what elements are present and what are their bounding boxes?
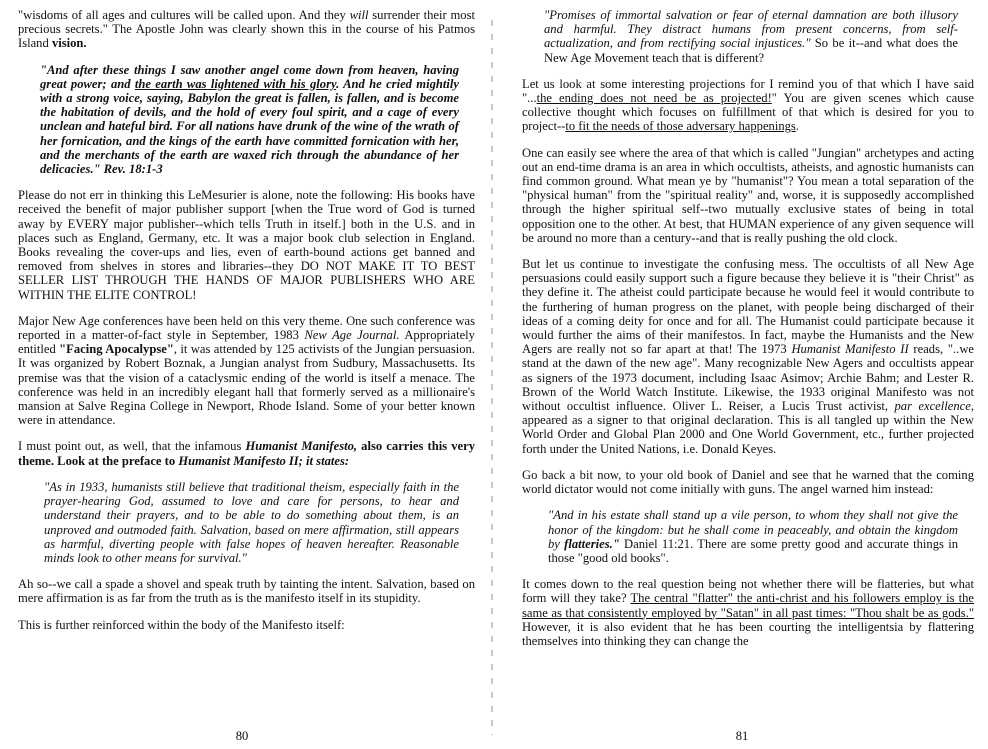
underlined-text: The central "flatter" the anti-christ and his followers employ is the same as that consistently employed by "Satan" in all past times: "Thou shalt be as gods."	[522, 591, 975, 620]
text-run: Humanist Manifesto II	[791, 342, 909, 357]
text-run: , it was attended by 125 activists of the Jungian persuasion. It was organized by Robert Boznak, a Jungian analyst from Sudbury, Massachusetts. Its premise was that the vision of a cataclysmic ending of the world is itself a menace. The conference was held in an incredibly elegant hall that formerly served as a millionaire's mansion at Salve Regina College in Newport, Rhode Island. Some of your better known were in attendance.	[18, 342, 475, 428]
paragraph	[522, 577, 974, 648]
text-run: " You are given scenes which cause collective thought which focuses on fulfillment of that which is desired for you to project--	[522, 91, 974, 134]
paragraph	[522, 257, 974, 456]
text-run: vision.	[51, 36, 87, 51]
left-text-column	[18, 8, 475, 644]
text-run: "Promises of immortal salvation or fear of eternal damnation are both illusory and harmful. They distract humans from present concerns, from self-actualization, and from rectifying social injustices."	[544, 8, 958, 51]
text-run: will	[349, 8, 369, 22]
paragraph: This is further reinforced within the body of the Manifesto itself:	[18, 617, 345, 632]
text-run: Daniel 11:21. There are some pretty good and accurate things in those "good old books".	[548, 536, 958, 565]
text-run: "And in his estate shall stand up a vile person, to whom they shall not give the honor of the kingdom: but he shall come in peaceably, and obtain the kingdom by	[548, 508, 958, 551]
page-number: 81	[735, 729, 749, 743]
manifesto-quote: "As in 1933, humanists still believe that traditional theism, especially faith in the prayer-hearing God, assumed to love and care for persons, to hear and understand their prayers, and to be able to do something about them, is an unproved and outmoded faith. Salvation, based on mere affirmation, still appears as harmful, diverting people with false hopes of heaven hereafter. Reasonable minds look to other means for survival."	[44, 479, 459, 565]
text-run: par excellence	[894, 399, 971, 414]
text-run: "wisdoms of all ages and cultures will be called upon. And they	[18, 8, 350, 22]
scripture-quote	[40, 63, 459, 177]
text-run: flatteries."	[564, 536, 620, 551]
text-run: So be it--and what does the New Age Movement teach that is different?	[544, 36, 958, 65]
paragraph: One can easily see where the area of that which is called "Jungian" archetypes and acting out an end-time drama is an area in which occultists, atheists, and agnostic humanists can find common ground. What mean ye by "humanist"? You mean a total separation of the "physical human" from the "spiritual reality" and, worse, it is supposedly accomplished through the higher spiritual self--two mutually exclusive states of being in total opposition one to the other. At best, that HUMAN experience of any given sequence will be around no more than a century--and that is really pushing the old clock.	[522, 145, 974, 245]
text-run: Humanist Manifesto,	[245, 439, 358, 454]
paragraph	[18, 314, 475, 428]
page-number: 80	[235, 729, 249, 743]
paragraph	[18, 8, 475, 51]
paragraph: Please do not err in thinking this LeMesurier is alone, note the following: His books have received the benefit of major publisher support [when the True word of God is turned away by EVERY major publisher--which tells Truth in itself.] both in the U.S. and in places such as England, Germany, etc. It was a major book club selection in England. Books revealing the cover-ups and lies, even of earth-bound actions get banned and removed from shelves in stores and libraries--they DO NOT MAKE IT TO BEST SELLER LIST THROUGH THE HANDS OF MAJOR PUBLISHERS WHO ARE WITHIN THE ELITE CONTROL!	[18, 188, 475, 302]
text-run: also carries this very theme. Look at the preface to	[18, 439, 475, 468]
manifesto-quote	[544, 8, 958, 65]
text-run: "Facing Apocalypse"	[59, 342, 174, 357]
paragraph	[522, 77, 974, 134]
right-page	[494, 0, 988, 749]
right-text-column	[522, 8, 974, 660]
text-run: surrender their most precious secrets." The Apostle John was clearly shown this in the course of his Patmos Island	[18, 8, 475, 51]
text-run: It comes down to the real question being not whether there will be flatteries, but what form will they take?	[522, 577, 974, 606]
text-run: Humanist Manifesto II; it states:	[178, 453, 350, 468]
text-run: Appropriately entitled	[18, 328, 475, 357]
underlined-text: the earth was lightened with his glory	[134, 76, 337, 91]
paragraph	[18, 439, 475, 467]
text-run: New Age Journal.	[304, 328, 400, 343]
paragraph: Go back a bit now, to your old book of Daniel and see that he warned that the coming world dictator would not come initially with guns. The angel warned him instead:	[522, 467, 974, 497]
paragraph: Ah so--we call a spade a shovel and speak truth by tainting the intent. Salvation, based on mere affirmation is as far from the truth as is the manifesto itself in its stupidity.	[18, 577, 475, 606]
text-run: , appeared as a signer to that original declaration. This is all tangled up within the New World Order and Global Plan 2000 and One World Government, etc., further projected forth under the United Nations, i.e. Donald Keyes.	[522, 399, 974, 456]
text-run: "And after these things I saw another angel come down from heaven, having great power; and	[40, 62, 459, 91]
text-run: But let us continue to investigate the confusing mess. The occultists of all New Age persuasions could easily support such a figure because they believe it is "their Christ" as they define it. The atheist could participate because he would feel it would contribute to the furthering of human progress on the planet, with people being discharged of their ideas of a coming deity for once and for all. The Humanist could participate because it would further the aims of their manifestos. In fact, maybe the Humanists and the New Agers are really not so far apart at that! The 1973	[522, 257, 974, 357]
scripture-quote	[548, 508, 958, 565]
text-run: . And he cried mightily with a strong voice, saying, Babylon the great is fallen, is fallen, and is become the habitation of devils, and the hold of every foul spirit, and a cage of every unclean and hateful bird. For all nations have drunk of the wine of the wrath of her fornication, and the kings of the earth have committed fornication with her, and the merchants of the earth are waxed rich through the abundance of her delicacies." Rev. 18:1-3	[40, 76, 459, 177]
text-run: .	[795, 119, 799, 134]
text-run: I must point out, as well, that the infamous	[18, 439, 246, 454]
text-run: Major New Age conferences have been held on this very theme. One such conference was reported in a matter-of-fact style in September, 1983	[18, 313, 475, 343]
text-run: Let us look at some interesting projections for I remind you of that which I have said "...	[522, 76, 974, 106]
text-run: However, it is also evident that he has been courting the intelligentsia by flattering themselves into thinking they can change the	[522, 619, 974, 648]
text-run: reads, "..we stand at the dawn of the new age". Many recognizable New Agers and occultists appear as signers of the 1973 document, including Isaac Asimov; Archie Bahm; and Lester R. Brown of the World Watch Institute. Likewise, the 1933 original Manifesto was not without occultist influence. Oliver L. Reiser, a Lucis Trust activist,	[522, 342, 974, 414]
underlined-text: the ending does not need be as projected!	[536, 91, 772, 106]
underlined-text: to fit the needs of those adversary happenings	[565, 119, 796, 134]
